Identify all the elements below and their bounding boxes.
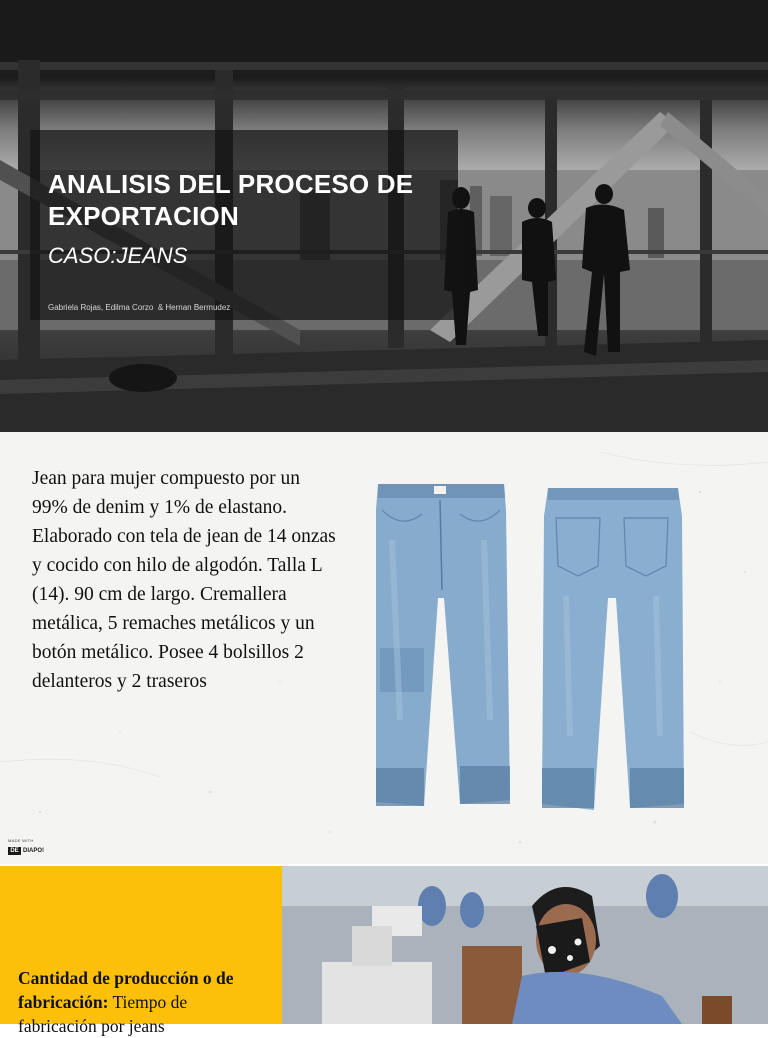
production-slide [0, 866, 768, 1036]
title-slide [0, 0, 768, 432]
made-with-label: MADE WITH [8, 838, 34, 843]
jeans-front-image [372, 480, 512, 810]
factory-photo [282, 866, 768, 1024]
slide-subtitle: CASO:JEANS [48, 243, 188, 268]
diapo-logo-text: DIAPO! [23, 848, 44, 854]
production-heading: Cantidad de producción o de fabricación: [18, 968, 234, 1012]
production-text [18, 966, 268, 1038]
diapo-logo [8, 847, 44, 855]
slide-title: ANALISIS DEL PROCESO DE EXPORTACION [48, 169, 414, 231]
diapo-logo-mark: DE [8, 847, 21, 855]
jeans-back-image [538, 486, 688, 812]
production-body: Tiempo de fabricación por jeans [18, 992, 188, 1036]
product-description: Jean para mujer compuesto por un 99% de denim y 1% de elastano. Elaborado con tela de jean de 14 onzas y cocido con hilo de algodón. Talla L (14). 90 cm de largo. Cremallera metálica, 5 remaches metálicos y un botón metálico. Posee 4 bolsillos 2 delanteros y 2 traseros [32, 468, 336, 692]
product-slide [0, 432, 768, 864]
authors-line: Gabriela Rojas, Edilma Corzo & Hernan Bermudez [48, 303, 231, 312]
